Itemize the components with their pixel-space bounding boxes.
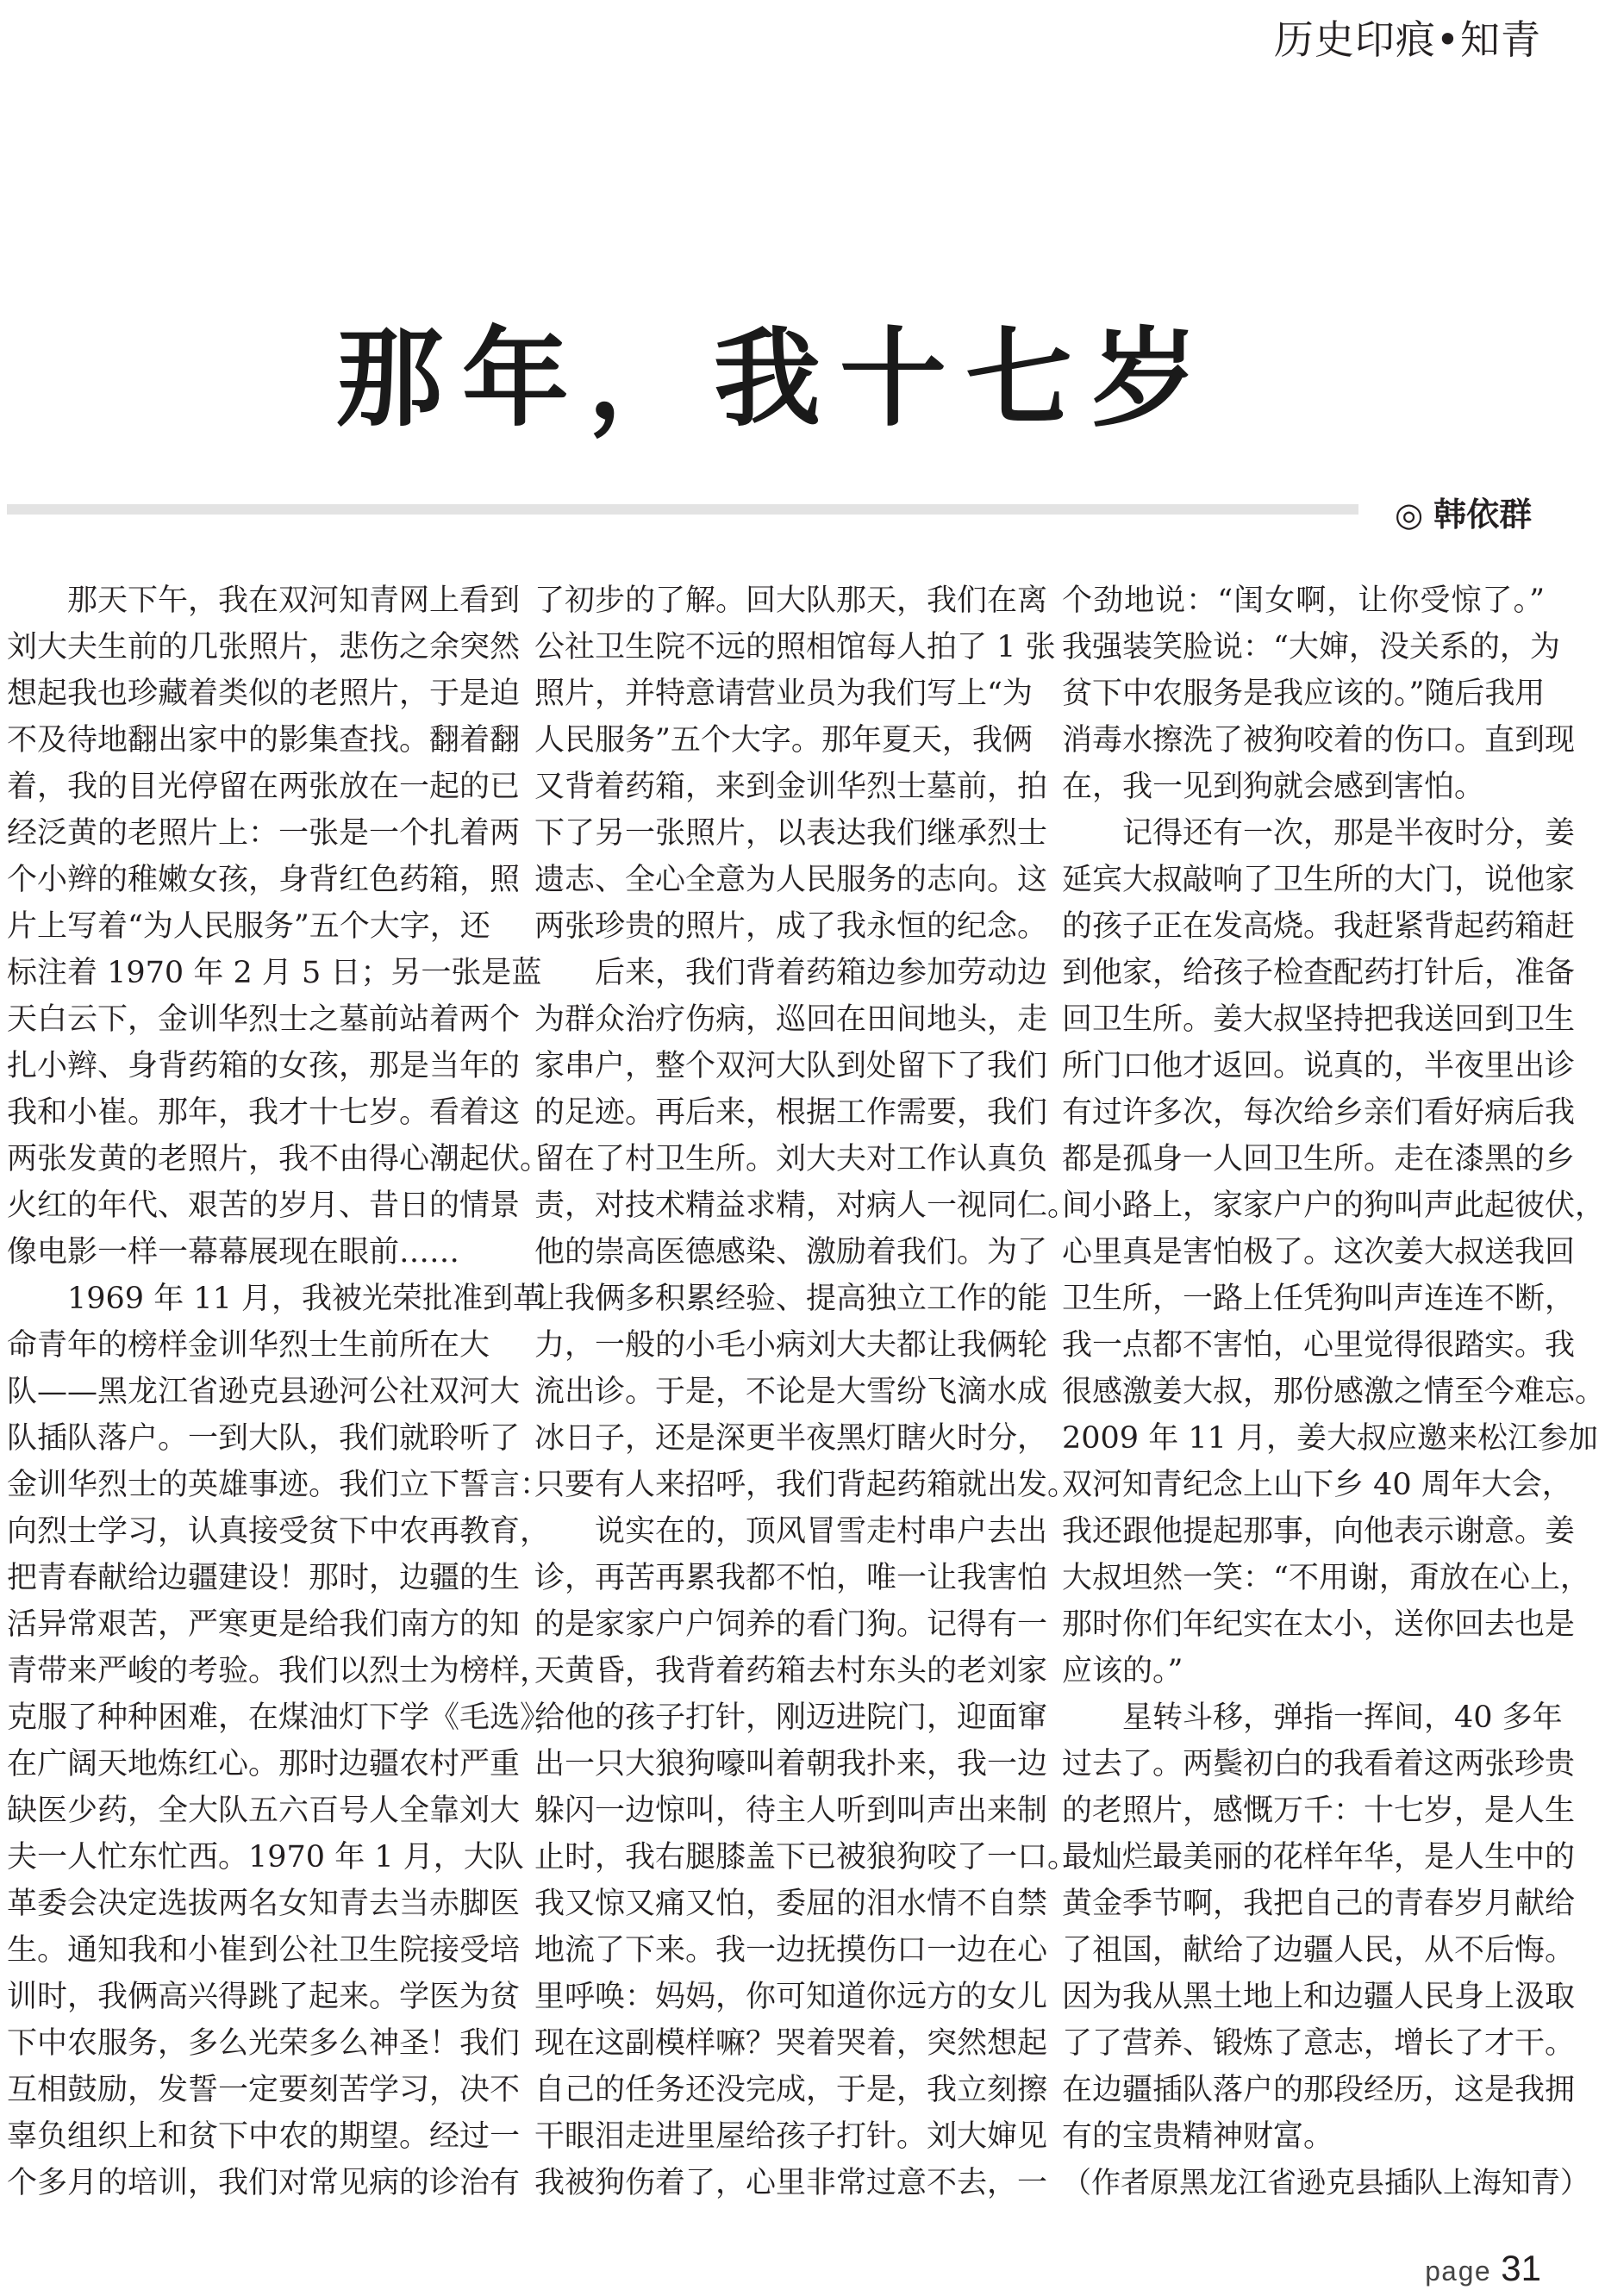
text-line: 力，一般的小毛小病刘大夫都让我俩轮	[534, 1328, 1048, 1363]
text-line: 标注着 1970 年 2 月 5 日；另一张是蓝	[7, 956, 542, 990]
text-column-1	[7, 577, 565, 2206]
text-line: 的足迹。再后来，根据工作需要，我们	[534, 1095, 1048, 1130]
text-line: 我和小崔。那年，我才十七岁。看着这	[7, 1095, 521, 1130]
text-line: 着，我的目光停留在两张放在一起的已	[7, 770, 521, 804]
text-line: 我又惊又痛又怕，委屈的泪水情不自禁	[534, 1887, 1048, 1921]
text-line: 我一点都不害怕，心里觉得很踏实。我	[1062, 1328, 1576, 1363]
author-name: 韩依群	[1433, 496, 1533, 533]
text-line: 了初步的了解。回大队那天，我们在离	[534, 583, 1048, 618]
text-line: 公社卫生院不远的照相馆每人拍了 1 张	[534, 630, 1056, 664]
text-line: 大叔坦然一笑：“不用谢，甭放在心上，	[1062, 1561, 1590, 1595]
text-line: 刘大夫生前的几张照片，悲伤之余突然	[7, 630, 521, 664]
text-line: 经泛黄的老照片上：一张是一个扎着两	[7, 816, 521, 851]
text-line: 最灿烂最美丽的花样年华，是人生中的	[1062, 1840, 1576, 1875]
text-line: 片上写着“为人民服务”五个大字，还	[7, 909, 490, 944]
text-line: 都是孤身一人回卫生所。走在漆黑的乡	[1062, 1142, 1576, 1176]
text-line: 人民服务”五个大字。那年夏天，我俩	[534, 723, 1033, 758]
text-column-3	[1062, 577, 1605, 2206]
text-line: 我被狗伤着了，心里非常过意不去，一	[534, 2166, 1048, 2200]
text-line: 了祖国，献给了边疆人民，从不后悔。	[1062, 1933, 1576, 1968]
text-line: 过去了。两鬓初白的我看着这两张珍贵	[1062, 1747, 1576, 1781]
text-line: 那时你们年纪实在太小，送你回去也是	[1062, 1607, 1576, 1642]
text-line: 活异常艰苦，严寒更是给我们南方的知	[7, 1607, 521, 1642]
text-line: 卫生所，一路上任凭狗叫声连连不断，	[1062, 1282, 1576, 1316]
text-line: 为群众治疗伤病，巡回在田间地头，走	[534, 1002, 1048, 1037]
text-line: 流出诊。于是，不论是大雪纷飞滴水成	[534, 1375, 1048, 1409]
text-line: 有的宝贵精神财富。	[1062, 2119, 1334, 2154]
text-line: 像电影一样一幕幕展现在眼前……	[7, 1235, 460, 1270]
text-line: 躲闪一边惊叫，待主人听到叫声出来制	[534, 1794, 1048, 1828]
text-line: 说实在的，顶风冒雪走村串户去出	[534, 1514, 1048, 1549]
text-line: 青带来严峻的考验。我们以烈士为榜样，	[7, 1654, 551, 1688]
page-number: 31	[1501, 2248, 1541, 2288]
text-line: 因为我从黑土地上和边疆人民身上汲取	[1062, 1980, 1576, 2014]
text-line: 下中农服务，多么光荣多么神圣！我们	[7, 2026, 521, 2061]
article-title: 那年，我十七岁	[336, 316, 1218, 441]
page-label: page	[1424, 2257, 1491, 2289]
text-line: 给他的孩子打针，刚迈进院门，迎面窜	[534, 1700, 1048, 1735]
text-line: 出一只大狼狗嚎叫着朝我扑来，我一边	[534, 1747, 1048, 1781]
text-line: 互相鼓励，发誓一定要刻苦学习，决不	[7, 2073, 521, 2107]
text-line: 天白云下，金训华烈士之墓前站着两个	[7, 1002, 521, 1037]
text-line: 想起我也珍藏着类似的老照片，于是迫	[7, 677, 521, 711]
text-line: 地流了下来。我一边抚摸伤口一边在心	[534, 1933, 1048, 1968]
text-line: 克服了种种困难，在煤油灯下学《毛选》，	[7, 1700, 565, 1735]
text-line: 我强装笑脸说：“大婶，没关系的，为	[1062, 630, 1560, 664]
text-line: 了了营养、锻炼了意志，增长了才干。	[1062, 2026, 1576, 2061]
text-line: 自己的任务还没完成，于是，我立刻擦	[534, 2073, 1048, 2107]
text-line: 扎小辫、身背药箱的女孩，那是当年的	[7, 1049, 521, 1083]
text-line: 黄金季节啊，我把自己的青春岁月献给	[1062, 1887, 1576, 1921]
text-line: 消毒水擦洗了被狗咬着的伤口。直到现	[1062, 723, 1576, 758]
text-line: 生。通知我和小崔到公社卫生院接受培	[7, 1933, 521, 1968]
text-line: 两张发黄的老照片，我不由得心潮起伏。	[7, 1142, 551, 1176]
text-line: 家串户，整个双河大队到处留下了我们	[534, 1049, 1048, 1083]
text-line: 延宾大叔敲响了卫生所的大门，说他家	[1062, 863, 1576, 897]
text-line: 回卫生所。姜大叔坚持把我送回到卫生	[1062, 1002, 1576, 1037]
text-line: 那天下午，我在双河知青网上看到	[7, 583, 521, 618]
text-line: 到他家，给孩子检查配药打针后，准备	[1062, 956, 1576, 990]
text-line: 下了另一张照片，以表达我们继承烈士	[534, 816, 1048, 851]
text-line: 金训华烈士的英雄事迹。我们立下誓言：	[7, 1468, 551, 1502]
text-line: 里呼唤：妈妈，你可知道你远方的女儿	[534, 1980, 1048, 2014]
text-line: 队——黑龙江省逊克县逊河公社双河大	[7, 1375, 521, 1409]
text-line: 在广阔天地炼红心。那时边疆农村严重	[7, 1747, 521, 1781]
text-line: 缺医少药，全大队五六百号人全靠刘大	[7, 1794, 521, 1828]
text-line: 个多月的培训，我们对常见病的诊治有	[7, 2166, 521, 2200]
text-line: 让我俩多积累经验、提高独立工作的能	[534, 1282, 1048, 1316]
text-line: 不及待地翻出家中的影集查找。翻着翻	[7, 723, 521, 758]
author-attribution: （作者原黑龙江省逊克县插队上海知青）	[1062, 2166, 1589, 2200]
byline	[1395, 488, 1532, 535]
text-line: 又背着药箱，来到金训华烈士墓前，拍	[534, 770, 1048, 804]
text-line: 责，对技术精益求精，对病人一视同仁。	[534, 1189, 1078, 1223]
text-line: 遗志、全心全意为人民服务的志向。这	[534, 863, 1048, 897]
text-line: 训时，我俩高兴得跳了起来。学医为贫	[7, 1980, 521, 2014]
text-line: 个劲地说：“闺女啊，让你受惊了。”	[1062, 583, 1545, 618]
text-line: 照片，并特意请营业员为我们写上“为	[534, 677, 1033, 711]
text-line: 的老照片，感慨万千：十七岁，是人生	[1062, 1794, 1576, 1828]
text-line: 的是家家户户饲养的看门狗。记得有一	[534, 1607, 1048, 1642]
text-line: 队插队落户。一到大队，我们就聆听了	[7, 1421, 521, 1456]
text-line: 贫下中农服务是我应该的。”随后我用	[1062, 677, 1546, 711]
text-line: 向烈士学习，认真接受贫下中农再教育，	[7, 1514, 551, 1549]
page-footer	[1424, 2248, 1541, 2289]
text-line: 间小路上，家家户户的狗叫声此起彼伏，	[1062, 1189, 1605, 1223]
byline-circle-icon: ◎	[1395, 496, 1424, 533]
text-line: 在，我一见到狗就会感到害怕。	[1062, 770, 1485, 804]
text-line: 辜负组织上和贫下中农的期望。经过一	[7, 2119, 521, 2154]
text-line: 应该的。”	[1062, 1654, 1183, 1688]
text-line: 后来，我们背着药箱边参加劳动边	[534, 956, 1048, 990]
text-line: 命青年的榜样金训华烈士生前所在大	[7, 1328, 490, 1363]
text-line: 星转斗移，弹指一挥间，40 多年	[1062, 1700, 1563, 1735]
text-line: 有过许多次，每次给乡亲们看好病后我	[1062, 1095, 1576, 1130]
text-line: 2009 年 11 月，姜大叔应邀来松江参加	[1062, 1421, 1598, 1456]
text-line: 冰日子，还是深更半夜黑灯瞎火时分，	[534, 1421, 1048, 1456]
text-line: 很感激姜大叔，那份感激之情至今难忘。	[1062, 1375, 1605, 1409]
text-line: 现在这副模样嘛？哭着哭着，突然想起	[534, 2026, 1048, 2061]
text-line: 天黄昏，我背着药箱去村东头的老刘家	[534, 1654, 1048, 1688]
text-line: 诊，再苦再累我都不怕，唯一让我害怕	[534, 1561, 1048, 1595]
text-line: 革委会决定选拔两名女知青去当赤脚医	[7, 1887, 521, 1921]
text-line: 记得还有一次，那是半夜时分，姜	[1062, 816, 1576, 851]
text-line: 在边疆插队落户的那段经历，这是我拥	[1062, 2073, 1576, 2107]
text-line: 双河知青纪念上山下乡 40 周年大会，	[1062, 1468, 1572, 1502]
text-line: 我还跟他提起那事，向他表示谢意。姜	[1062, 1514, 1576, 1549]
text-line: 的孩子正在发高烧。我赶紧背起药箱赶	[1062, 909, 1576, 944]
text-line: 他的崇高医德感染、激励着我们。为了	[534, 1235, 1048, 1270]
text-line: 干眼泪走进里屋给孩子打针。刘大婶见	[534, 2119, 1048, 2154]
text-line: 所门口他才返回。说真的，半夜里出诊	[1062, 1049, 1576, 1083]
text-line: 火红的年代、艰苦的岁月、昔日的情景	[7, 1189, 521, 1223]
text-line: 止时，我右腿膝盖下已被狼狗咬了一口。	[534, 1840, 1078, 1875]
title-divider	[7, 504, 1358, 515]
text-line: 心里真是害怕极了。这次姜大叔送我回	[1062, 1235, 1576, 1270]
text-line: 只要有人来招呼，我们背起药箱就出发。	[534, 1468, 1078, 1502]
text-column-2	[534, 577, 1078, 2206]
text-line: 夫一人忙东忙西。1970 年 1 月，大队	[7, 1840, 524, 1875]
text-line: 1969 年 11 月，我被光荣批准到革	[7, 1282, 543, 1316]
text-line: 两张珍贵的照片，成了我永恒的纪念。	[534, 909, 1048, 944]
text-line: 留在了村卫生所。刘大夫对工作认真负	[534, 1142, 1048, 1176]
text-line: 把青春献给边疆建设！那时，边疆的生	[7, 1561, 521, 1595]
text-line: 个小辫的稚嫩女孩，身背红色药箱，照	[7, 863, 521, 897]
section-header: 历史印痕•知青	[1273, 16, 1541, 63]
